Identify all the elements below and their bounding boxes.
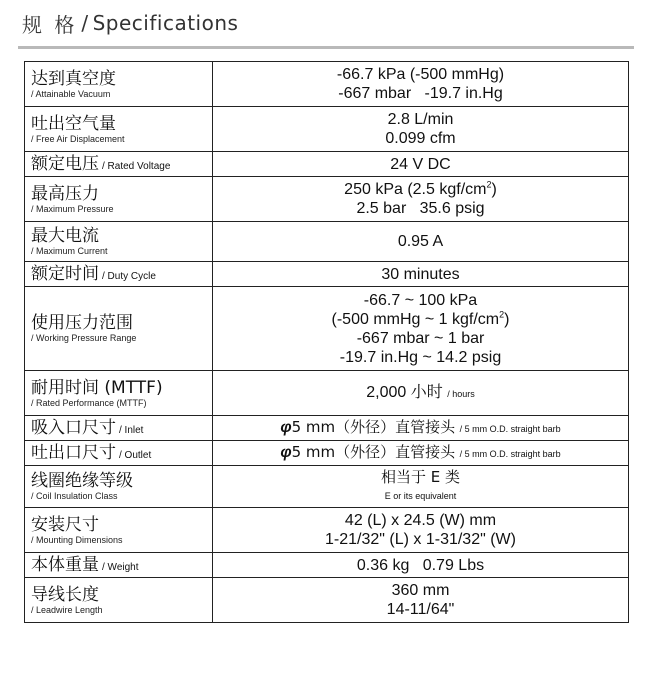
spec-value-line: 24 V DC: [390, 155, 451, 173]
spec-label-cn: 吐出空气量: [31, 113, 116, 134]
spec-value: [213, 107, 629, 152]
spec-label-cn: 额定电压: [31, 154, 99, 174]
spec-label: [25, 441, 213, 466]
spec-label-en: / Leadwire Length: [31, 604, 103, 615]
spec-value: [213, 177, 629, 222]
spec-label-en: / Weight: [102, 562, 139, 573]
spec-value-line: [219, 310, 622, 329]
table-row: [25, 371, 629, 416]
table-row: [25, 177, 629, 222]
table-row: [25, 441, 629, 466]
spec-label-cn: 本体重量: [31, 555, 99, 575]
table-row: [25, 222, 629, 262]
specifications-table: [24, 61, 629, 623]
spec-value-line: -19.7 in.Hg ~ 14.2 psig: [339, 348, 502, 366]
spec-value-line: 相当于 E 类: [380, 467, 460, 486]
spec-value: [213, 287, 629, 371]
spec-label-en: / Working Pressure Range: [31, 333, 137, 343]
diameter-symbol: φ: [280, 443, 292, 461]
spec-label-en: / Maximum Pressure: [31, 203, 114, 214]
spec-label: [25, 371, 213, 416]
spec-label-en: / Mounting Dimensions: [31, 534, 123, 545]
spec-label: [25, 287, 213, 371]
table-row: [25, 416, 629, 441]
spec-value-line: 2.5 bar 35.6 psig: [356, 200, 485, 217]
spec-value: [213, 508, 629, 553]
table-row: [25, 466, 629, 508]
spec-value-text: 250 kPa (2.5 kgf/cm: [344, 181, 487, 198]
spec-value-line: 1-21/32" (L) x 1-31/32" (W): [325, 531, 516, 548]
spec-label-cn: 导线长度: [31, 584, 99, 605]
spec-value-text: 5 mm（外径）直管接头: [291, 417, 456, 436]
spec-label: [25, 578, 213, 623]
table-row: [25, 508, 629, 553]
spec-value-line: -667 mbar -19.7 in.Hg: [338, 85, 503, 102]
spec-value: [213, 62, 629, 107]
spec-label-cn: 额定时间: [31, 264, 99, 284]
spec-value-line: -667 mbar ~ 1 bar: [356, 329, 485, 347]
spec-label-en: / Duty Cycle: [102, 271, 156, 282]
spec-value: [213, 152, 629, 177]
title-divider: [18, 46, 634, 49]
spec-label: [25, 466, 213, 508]
spec-value-text: 5 mm（外径）直管接头: [291, 442, 456, 461]
spec-value-line: 42 (L) x 24.5 (W) mm: [344, 512, 497, 529]
spec-label-cn: 吸入口尺寸: [31, 418, 116, 438]
spec-label: [25, 62, 213, 107]
spec-label: [25, 177, 213, 222]
spec-label-cn: 耐用时间 (MTTF): [31, 377, 163, 398]
spec-label-cn: 使用压力范围: [31, 313, 133, 333]
spec-value: [213, 262, 629, 287]
spec-value-unit: / hours: [447, 388, 475, 399]
spec-label-cn: 最高压力: [31, 183, 99, 204]
spec-value-text: 2,000 小时: [366, 383, 443, 401]
diameter-symbol: φ: [280, 418, 292, 436]
spec-value-text: (-500 mmHg ~ 1 kgf/cm: [331, 310, 500, 328]
spec-label-cn: 吐出口尺寸: [31, 443, 116, 463]
spec-value-line: [219, 180, 622, 199]
spec-label-en: / Maximum Current: [31, 246, 108, 256]
spec-label-cn: 安装尺寸: [31, 514, 99, 535]
spec-value: [213, 371, 629, 416]
spec-value-en: / 5 mm O.D. straight barb: [459, 448, 561, 459]
table-row: [25, 107, 629, 152]
table-row: [25, 62, 629, 107]
spec-label-en: / Rated Voltage: [102, 161, 171, 172]
spec-value: [213, 553, 629, 578]
section-title-en: Specifications: [92, 11, 239, 35]
spec-value-text: ): [504, 310, 510, 328]
spec-value-line: -66.7 kPa (-500 mmHg): [336, 66, 505, 83]
superscript: 2: [499, 309, 505, 320]
spec-label: [25, 416, 213, 441]
table-row: [25, 152, 629, 177]
spec-value-line: 14-11/64": [386, 601, 455, 618]
spec-value-en: / 5 mm O.D. straight barb: [459, 423, 561, 434]
spec-value: [213, 578, 629, 623]
spec-label: [25, 222, 213, 262]
table-row: [25, 553, 629, 578]
spec-label-en: / Coil Insulation Class: [31, 491, 118, 501]
spec-value: [213, 416, 629, 441]
spec-label-cn: 最大电流: [31, 226, 99, 246]
table-row: [25, 578, 629, 623]
spec-value-line: 0.36 kg 0.79 Lbs: [356, 556, 485, 574]
spec-label-en: / Attainable Vacuum: [31, 88, 111, 99]
section-title-cn: 规 格: [22, 12, 78, 37]
spec-label: [25, 107, 213, 152]
spec-label-en: / Outlet: [119, 450, 152, 461]
table-row: [25, 287, 629, 371]
spec-label: [25, 152, 213, 177]
spec-value: [213, 466, 629, 508]
table-row: [25, 262, 629, 287]
spec-label-en: / Rated Performance (MTTF): [31, 397, 147, 408]
spec-value-text: ): [491, 181, 497, 198]
section-title: [22, 6, 238, 40]
spec-label-cn: 达到真空度: [31, 68, 116, 89]
spec-value-line: 360 mm: [391, 582, 450, 599]
spec-value-line: 0.95 A: [397, 233, 444, 250]
superscript: 2: [486, 179, 492, 190]
spec-label: [25, 508, 213, 553]
spec-value-line: 30 minutes: [381, 265, 460, 283]
spec-value-line: -66.7 ~ 100 kPa: [363, 291, 478, 309]
spec-value-line: 0.099 cfm: [385, 130, 456, 147]
spec-value: [213, 222, 629, 262]
spec-label: [25, 553, 213, 578]
spec-label-en: / Free Air Displacement: [31, 133, 125, 144]
spec-label-en: / Inlet: [119, 425, 144, 436]
spec-value: [213, 441, 629, 466]
spec-label: [25, 262, 213, 287]
section-title-separator: /: [81, 11, 89, 35]
spec-value-line: 2.8 L/min: [387, 111, 454, 128]
spec-label-cn: 线圈绝缘等级: [31, 471, 133, 491]
spec-value-line: E or its equivalent: [384, 490, 457, 501]
